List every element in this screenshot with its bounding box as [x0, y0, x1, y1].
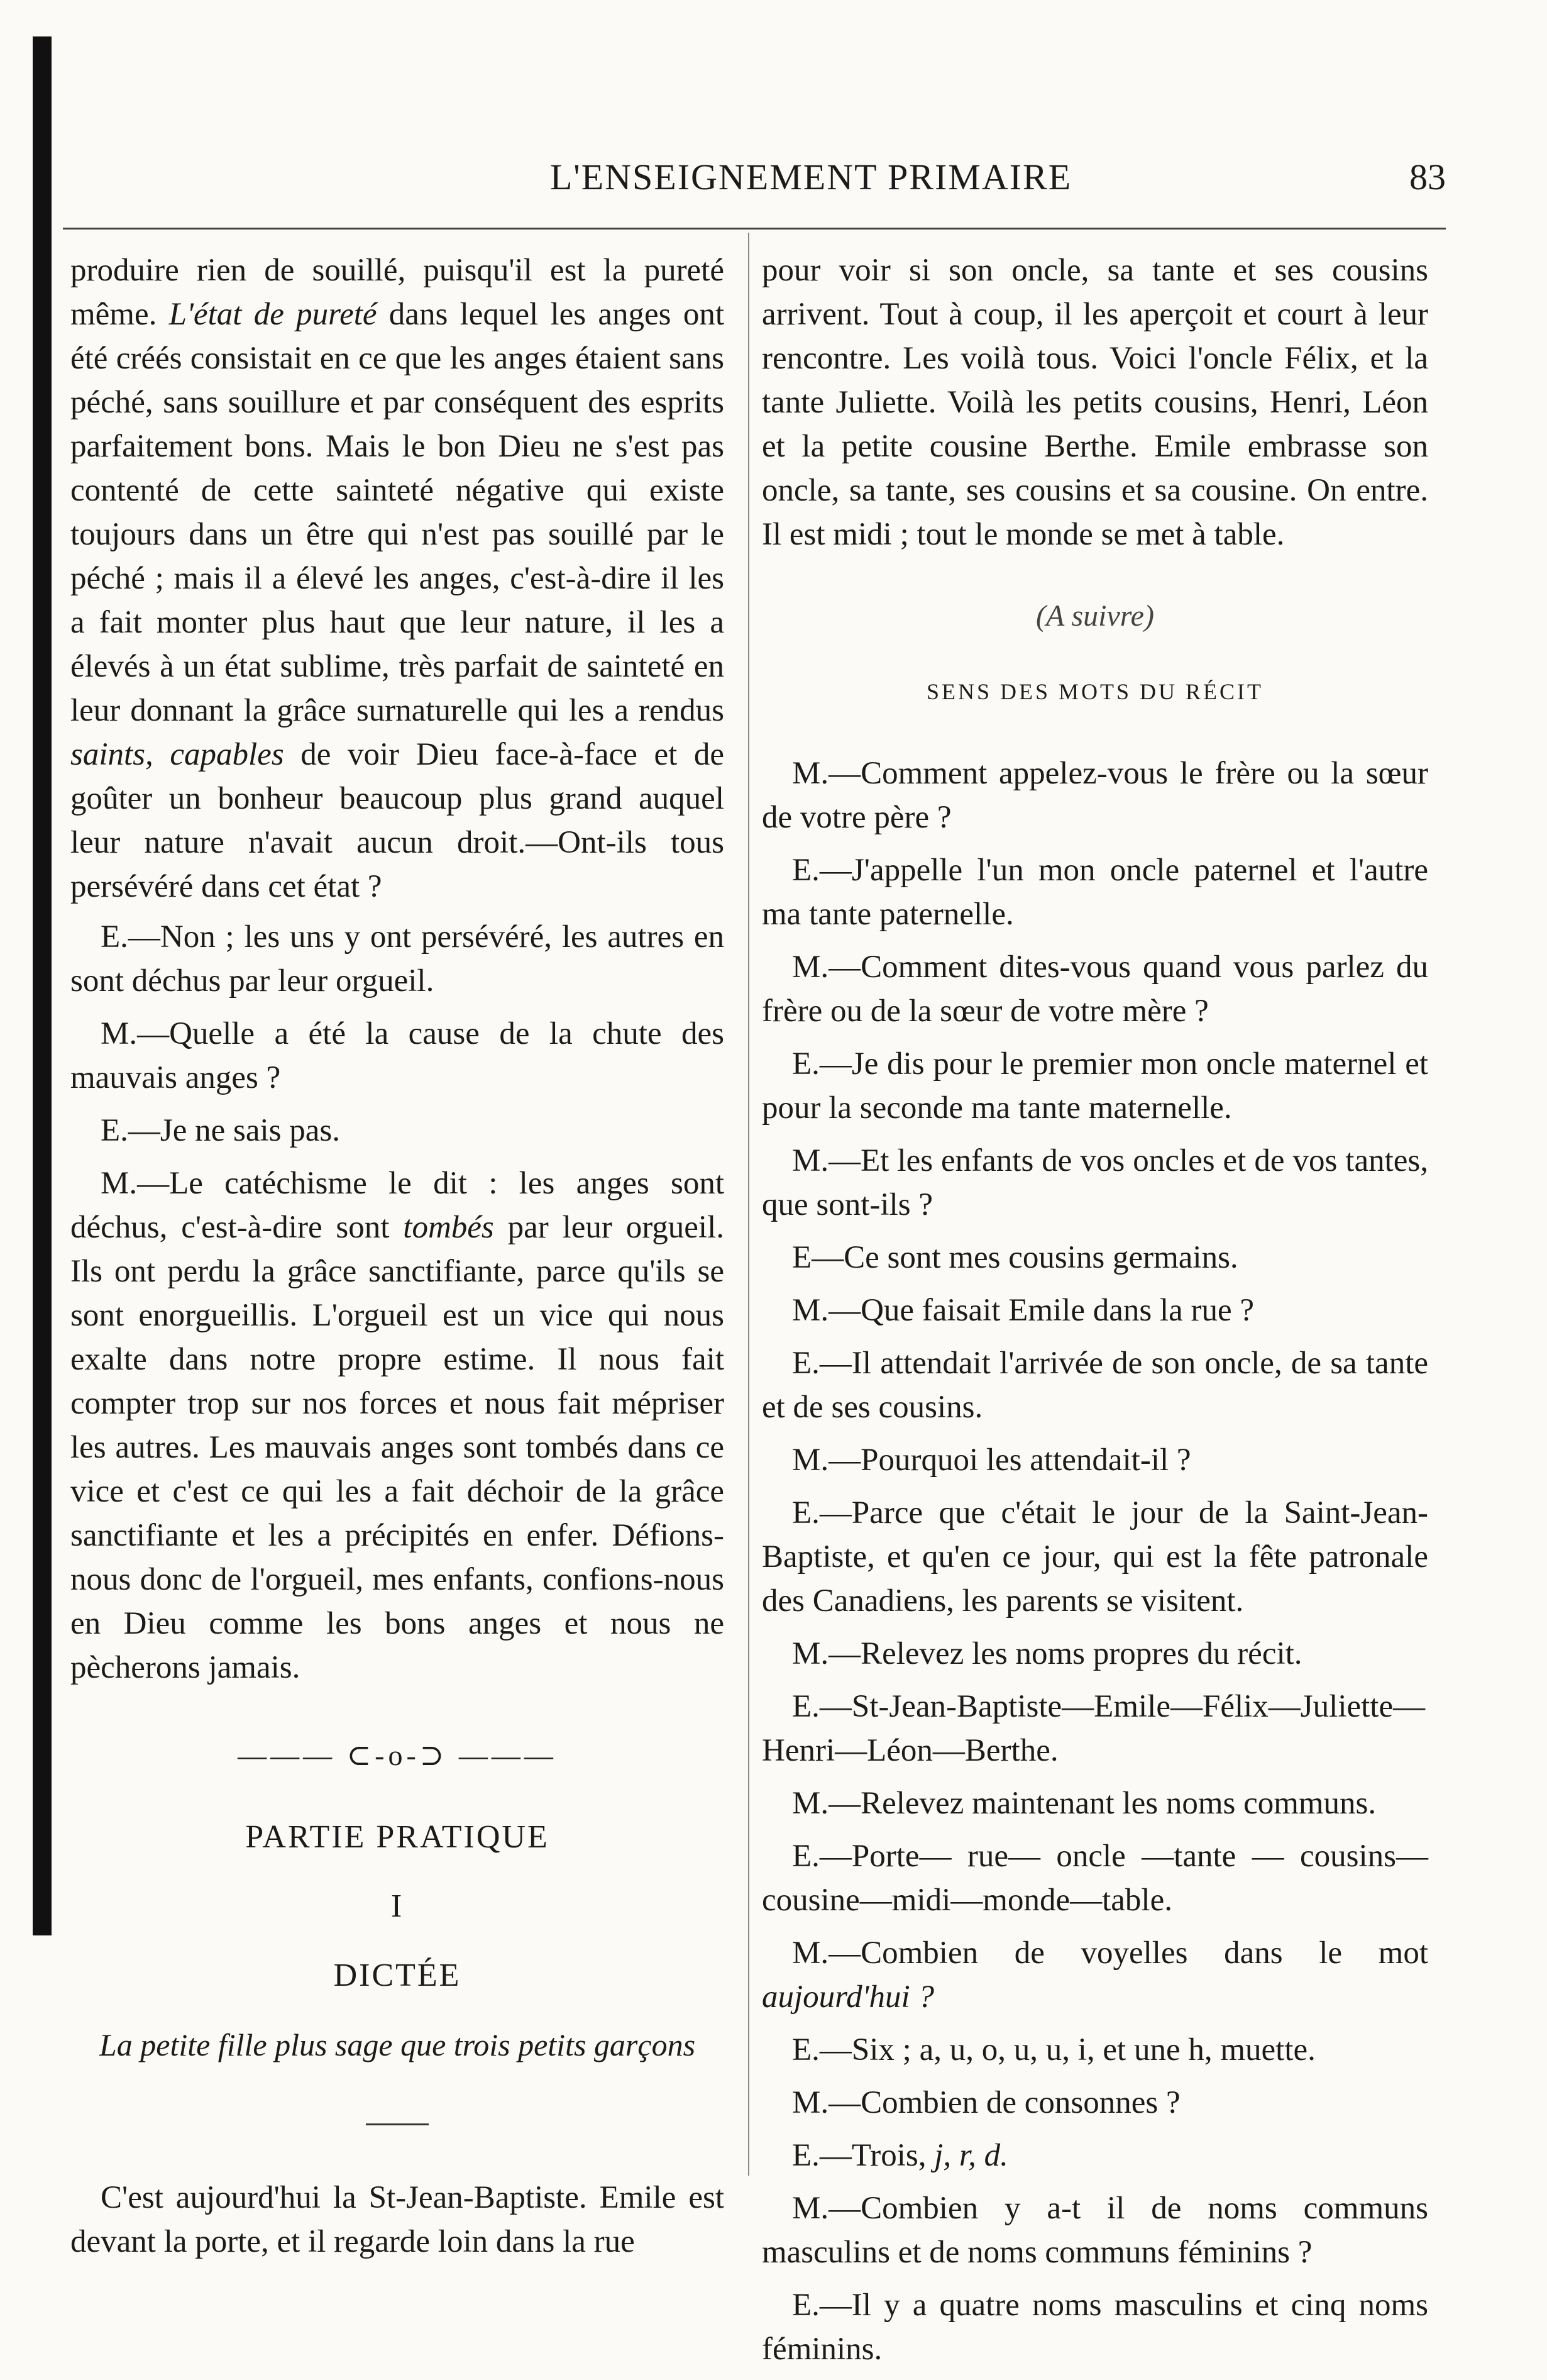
text-span: de voir Dieu face-à-face et de goûter un bonheur beaucoup plus grand auquel leur nature n'avait aucun droit.—Ont-ils tous persévéré dans cet état ?	[70, 737, 724, 904]
dialog-line: M.—Quelle a été la cause de la chute des mauvais anges ?	[70, 1016, 724, 1095]
dialog-line: E.—Six ; a, u, o, u, u, i, et une h, muette.	[792, 2032, 1316, 2067]
dialog-line: M.—Comment appelez-vous le frère ou la sœur de votre père ?	[762, 756, 1428, 835]
dialog-line: E.—Non ; les uns y ont persévéré, les autres en sont déchus par leur orgueil.	[70, 919, 724, 999]
dialog-line: E.—Parce que c'était le jour de la Saint-Jean-Baptiste, et qu'en ce jour, qui est la fête patronale des Canadiens, les parents se visitent.	[762, 1495, 1428, 1619]
binding-strip	[33, 36, 52, 1935]
paragraph	[70, 248, 724, 909]
short-rule	[366, 2123, 429, 2125]
dialog-line: E.—Il y a quatre noms masculins et cinq noms féminins.	[762, 2288, 1428, 2367]
dictation-title: DICTÉE	[333, 1957, 461, 1993]
dialog-line: E.—Je ne sais pas.	[101, 1113, 341, 1148]
italic-span: tombés	[403, 1210, 494, 1245]
left-column	[70, 248, 724, 2272]
dialog-line: M.—Comment dites-vous quand vous parlez du frère ou de la sœur de votre mère ?	[762, 949, 1428, 1029]
dialog-line	[762, 1931, 1428, 2019]
dialog-line: M.—Que faisait Emile dans la rue ?	[792, 1293, 1255, 1328]
dialog-line: M.—Combien de consonnes ?	[792, 2085, 1181, 2120]
page-number: 83	[1409, 157, 1446, 197]
to-be-continued: (A suivre)	[1036, 599, 1154, 633]
dialog-line	[762, 2134, 1428, 2178]
italic-span: aujourd'hui ?	[762, 1979, 934, 2015]
text-span: M.—Combien de voyelles dans le mot	[792, 1935, 1428, 1971]
dialog-line: M.—Et les enfants de vos oncles et de vos tantes, que sont-ils ?	[762, 1143, 1428, 1222]
text-span: dans lequel les anges ont été créés consistait en ce que les anges étaient sans péché, sans souillure et par conséquent des esprits parfaitement bons. Mais le bon Dieu ne s'est pas contenté de cette sainteté négative qui existe toujours dans un être qui n'est pas souillé par le péché ; mais il a élevé les anges, c'est-à-dire il les a fait monter plus haut que leur nature, il les a élevés à un état sublime, très parfait de sainteté en leur donnant la grâce surnaturelle qui les a rendus	[70, 297, 724, 728]
section-title: PARTIE PRATIQUE	[245, 1819, 549, 1855]
running-title: L'ENSEIGNEMENT PRIMAIRE	[549, 157, 1072, 197]
text-span: produire rien de souillé, puisqu'il est la pureté même.	[70, 253, 724, 332]
vocabulary-heading: SENS DES MOTS DU RÉCIT	[926, 679, 1264, 704]
dialog-line: M.—Relevez les noms propres du récit.	[792, 1636, 1302, 1671]
italic-span: j, r, d.	[934, 2138, 1008, 2173]
dialog-line: E.—Il attendait l'arrivée de son oncle, de sa tante et de ses cousins.	[762, 1346, 1428, 1425]
ornament-divider: ——— ⊂-o-⊃ ———	[238, 1739, 557, 1771]
dialog-line: M.—Pourquoi les attendait-il ?	[792, 1442, 1191, 1478]
dictation-subtitle: La petite fille plus sage que trois petits garçons	[99, 2027, 696, 2062]
dialog-line: E.—J'appelle l'un mon oncle paternel et l'autre ma tante paternelle.	[762, 853, 1428, 932]
dialog-line: E.—Porte— rue— oncle —tante — cousins— cousine—midi—monde—table.	[762, 1839, 1428, 1918]
dialog-line: M.—Combien y a-t il de noms communs masculins et de noms communs féminins ?	[762, 2191, 1428, 2270]
dialog-line: E.—St-Jean-Baptiste—Emile—Félix—Juliette—Henri—Léon—Berthe.	[762, 1689, 1426, 1768]
dialog-line: E—Ce sont mes cousins germains.	[792, 1240, 1238, 1275]
page-header	[63, 156, 1446, 200]
column-divider	[748, 233, 749, 2176]
text-span: M.—Le catéchisme le dit : les anges sont déchus, c'est-à-dire sont	[70, 1166, 724, 1245]
header-rule	[63, 228, 1446, 230]
dialog-line: E.—Je dis pour le premier mon oncle maternel et pour la seconde ma tante maternelle.	[762, 1046, 1428, 1126]
right-column	[762, 248, 1428, 2380]
italic-span: saints, capables	[70, 737, 284, 772]
dictation-continuation: pour voir si son oncle, sa tante et ses cousins arrivent. Tout à coup, il les aperçoit et court à leur rencontre. Les voilà tous. Voici l'oncle Félix, et la tante Juliette. Voilà les petits cousins, Henri, Léon et la petite cousine Berthe. Emile embrasse son oncle, sa tante, ses cousins et sa cousine. On entre. Il est midi ; tout le monde se met à table.	[762, 253, 1428, 552]
dialog-line	[70, 1161, 724, 1690]
section-number: I	[390, 1888, 404, 1924]
dialog-line: M.—Relevez maintenant les noms communs.	[792, 1786, 1377, 1821]
text-span: par leur orgueil. Ils ont perdu la grâce sanctifiante, parce qu'ils se sont enorgueillis. L'orgueil est un vice qui nous exalte dans notre propre estime. Il nous fait compter trop sur nos forces et nous fait mépriser les autres. Les mauvais anges sont tombés dans ce vice et c'est ce qui les a fait déchoir de la grâce sanctifiante et les a précipités en enfer. Défions-nous donc de l'orgueil, mes enfants, confions-nous en Dieu comme les bons anges et nous ne pècherons jamais.	[70, 1210, 724, 1685]
text-span: E.—Trois,	[792, 2138, 935, 2173]
dictation-paragraph: C'est aujourd'hui la St-Jean-Baptiste. Emile est devant la porte, et il regarde loin dans la rue	[70, 2180, 724, 2259]
italic-span: L'état de pureté	[168, 297, 377, 332]
